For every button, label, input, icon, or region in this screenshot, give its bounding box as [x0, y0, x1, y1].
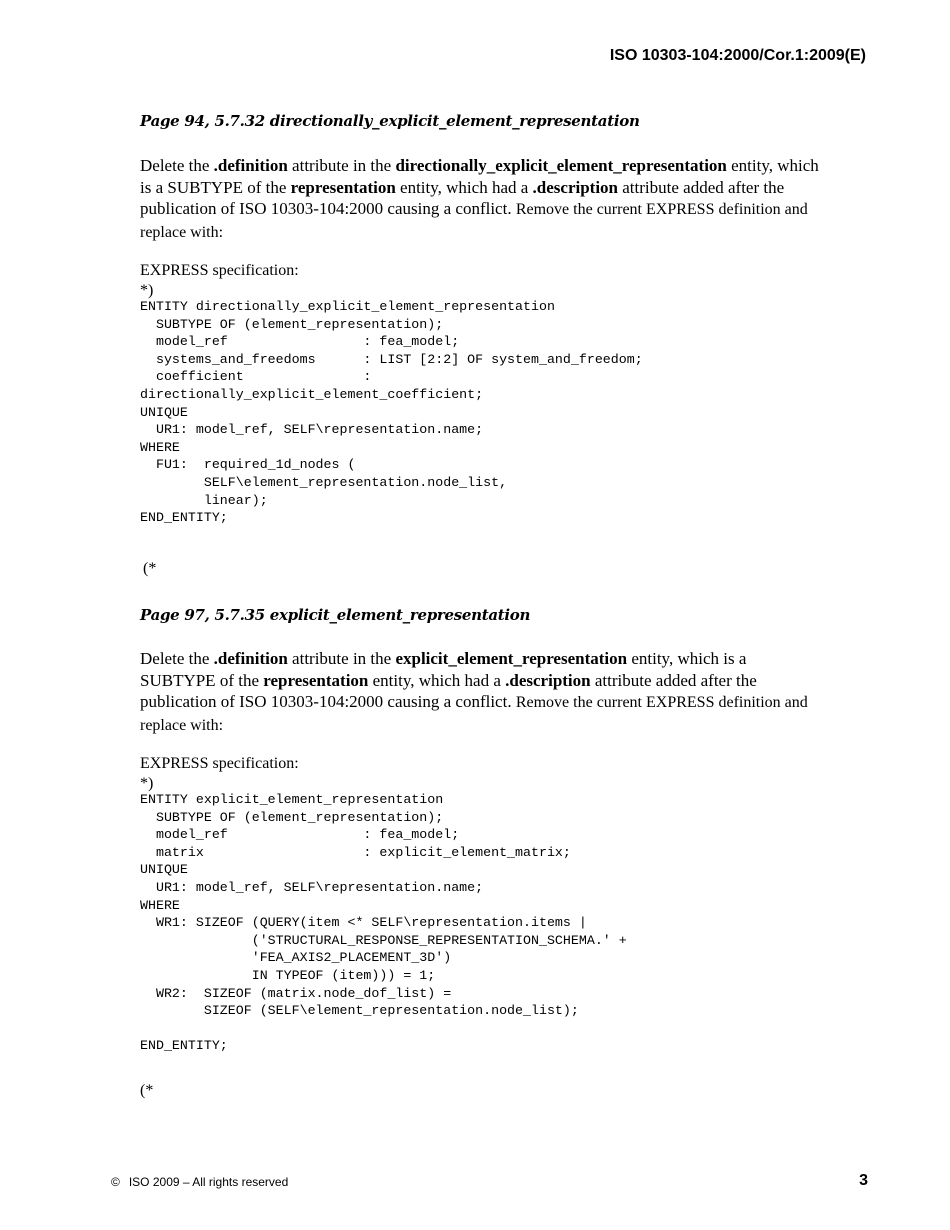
supertype-name: representation [290, 177, 396, 197]
text: attribute added after the publication of ISO 10303-104:2000 causing a conflict. [140, 177, 785, 218]
copyright-text: ISO 2009 – All rights reserved [128, 1175, 289, 1189]
text: Delete the [140, 156, 210, 175]
page-number: 3 [859, 1172, 868, 1189]
text: attribute added after the publication of ISO 10303-104:2000 causing a conflict. [140, 670, 757, 711]
footer-copyright [111, 1175, 288, 1189]
express-spec-label: EXPRESS specification: [140, 755, 299, 772]
section-1-paragraph [140, 155, 820, 243]
section-title-5-7-35: Page 97, 5.7.35 explicit_element_representation [140, 606, 531, 624]
replace-instruction: Remove the current EXPRESS definition and replace with: [140, 201, 808, 241]
close-comment-marker: (* [140, 1082, 154, 1099]
close-comment-marker: (* [143, 560, 157, 577]
document-id: ISO 10303-104:2000/Cor.1:2009(E) [609, 47, 866, 64]
text: attribute in the [292, 649, 392, 668]
attribute-name-definition: .definition [213, 156, 288, 175]
text: entity, which is a SUBTYPE of the [140, 649, 747, 690]
copyright-symbol: © [111, 1175, 120, 1189]
text: entity, which is a SUBTYPE of the [140, 156, 819, 197]
attribute-name-description: .description [505, 670, 591, 690]
express-spec-label: EXPRESS specification: [140, 262, 299, 279]
text: Delete the [140, 649, 210, 668]
attribute-name-description: .description [532, 177, 619, 197]
entity-name: explicit_element_representation [395, 649, 628, 668]
supertype-name: representation [263, 670, 369, 690]
text: entity, which had a [400, 177, 529, 197]
express-code-block: ENTITY explicit_element_representation SUBTYPE OF (element_representation); model_ref : fea_model; matrix : explicit_element_matrix; UNIQUE UR1: model_ref, SELF\representation.name; WHERE WR1: SIZEOF (QUERY(item <* SELF\representation.items | ('STRUCTURAL_RESPONSE_REPRESENTATION_SCHEMA.' + 'FEA_AXIS2_PLACEMENT_3D') IN TYPEOF (item))) = 1; WR2: SIZEOF (matrix.node_dof_list) = SIZEOF (SELF\element_representation.node_list); END_ENTITY; [140, 792, 627, 1054]
attribute-name-definition: .definition [213, 649, 288, 668]
replace-instruction: Remove the current EXPRESS definition and replace with: [140, 694, 808, 734]
entity-name: directionally_explicit_element_representation [395, 156, 727, 175]
open-comment-marker: *) [140, 775, 154, 792]
text: entity, which had a [372, 670, 501, 690]
section-title-5-7-32: Page 94, 5.7.32 directionally_explicit_element_representation [140, 112, 640, 130]
express-code-block: ENTITY directionally_explicit_element_representation SUBTYPE OF (element_representation); model_ref : fea_model; systems_and_freedoms : LIST [2:2] OF system_and_freedom; coefficient : directionally_explicit_element_coefficient; UNIQUE UR1: model_ref, SELF\representation.name; WHERE FU1: required_1d_nodes ( SELF\element_representation.node_list, linear); END_ENTITY; [140, 299, 643, 526]
section-2-paragraph [140, 648, 820, 736]
open-comment-marker: *) [140, 282, 154, 299]
text: attribute in the [292, 156, 392, 175]
